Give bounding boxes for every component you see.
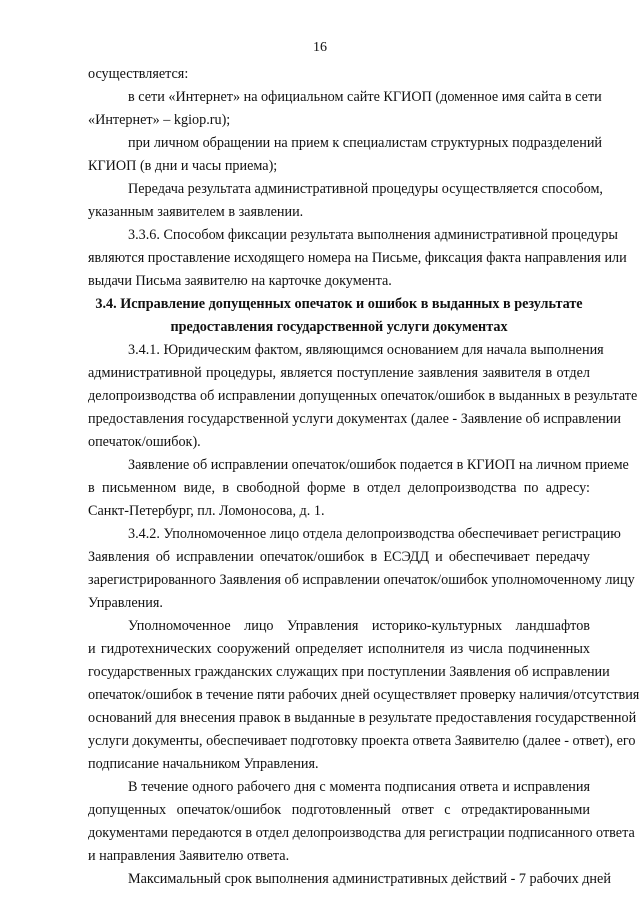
text-line: 3.4.2. Уполномоченное лицо отдела делопроизводства обеспечивает регистрацию [128,526,621,542]
text-line: КГИОП (в дни и часы приема); [88,158,278,174]
text-line: указанным заявителем в заявлении. [88,204,304,220]
text-line: оснований для внесения правок в выданные в результате предоставления государственной [88,710,637,726]
text-line: услуги документы, обеспечивает подготовку проекта ответа Заявителю (далее - ответ), его [88,733,636,749]
text-line: 3.3.6. Способом фиксации результата выполнения административной процедуры [128,227,618,243]
section-heading: предоставления государственной услуги документах [170,319,508,335]
text-line: допущенных опечаток/ошибок подготовленный ответ с отредактированными [88,802,590,818]
text-line: предоставления государственной услуги документах (далее - Заявление об исправлении [88,411,621,427]
text-line: при личном обращении на прием к специалистам структурных подразделений [128,135,603,151]
text-line: Заявления об исправлении опечаток/ошибок в ЕСЭДД и обеспечивает передачу [88,549,590,565]
page-number: 16 [313,40,327,55]
text-line: выдачи Письма заявителю на карточке документа. [88,273,392,289]
text-line: документами передаются в отдел делопроизводства для регистрации подписанного ответа [88,825,635,841]
text-line: Уполномоченное лицо Управления историко-культурных ландшафтов [128,618,590,634]
text-line: Максимальный срок выполнения административных действий - 7 рабочих дней [128,871,611,887]
text-line: Заявление об исправлении опечаток/ошибок подается в КГИОП на личном приеме [128,457,629,473]
text-line: Передача результата административной процедуры осуществляется способом, [128,181,603,197]
text-line: «Интернет» – kgiop.ru); [88,112,231,128]
text-line: осуществляется: [88,66,189,82]
text-line: В течение одного рабочего дня с момента подписания ответа и исправления [128,779,590,795]
text-line: Санкт-Петербург, пл. Ломоносова, д. 1. [88,503,325,519]
text-line: зарегистрированного Заявления об исправлении опечаток/ошибок уполномоченному лицу [88,572,635,588]
text-line: Управления. [88,595,163,611]
text-line: 3.4.1. Юридическим фактом, являющимся основанием для начала выполнения [128,342,604,358]
section-heading: 3.4. Исправление допущенных опечаток и ошибок в выданных в результате [95,296,583,312]
text-line: делопроизводства об исправлении допущенных опечаток/ошибок в выданных в результате [88,388,638,404]
text-line: являются проставление исходящего номера на Письме, фиксация факта направления или [88,250,627,266]
text-line: в сети «Интернет» на официальном сайте КГИОП (доменное имя сайта в сети [128,89,602,105]
text-line: административной процедуры, является поступление заявления заявителя в отдел [88,365,590,381]
text-line: в письменном виде, в свободной форме в отдел делопроизводства по адресу: [88,480,590,496]
text-line: подписание начальником Управления. [88,756,319,772]
text-line: опечаток/ошибок). [88,434,201,450]
text-line: и гидротехнических сооружений определяет исполнителя из числа подчиненных [88,641,590,657]
text-line: и направления Заявителю ответа. [88,848,290,864]
text-line: опечаток/ошибок в течение пяти рабочих дней осуществляет проверку наличия/отсутствия [88,687,640,703]
text-line: государственных гражданских служащих при поступлении Заявления об исправлении [88,664,610,680]
